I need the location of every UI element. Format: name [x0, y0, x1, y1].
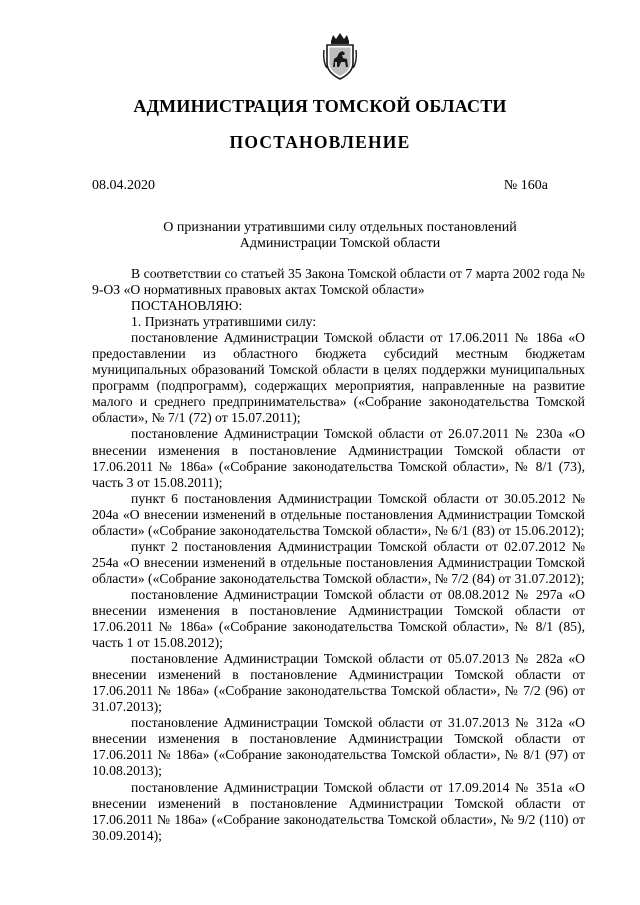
document-subject [140, 220, 540, 252]
repealed-act-item: пункт 6 постановления Администрации Томской области от 30.05.2012 № 204а «О внесении изменений в отдельные постановления Администрации Томской области» («Собрание законодательства Томской области», № 6/1 (83) от 15.06.2012); [92, 490, 585, 538]
repealed-act-item: постановление Администрации Томской области от 05.07.2013 № 282а «О внесении изменений в постановление Администрации Томской области от 17.06.2011 № 186а» («Собрание законодательства Томской области», № 7/2 (96) от 31.07.2013); [92, 651, 585, 715]
repealed-act-item: постановление Администрации Томской области от 26.07.2011 № 230а «О внесении изменения в постановление Администрации Томской области от 17.06.2011 № 186а» («Собрание законодательства Томской области», № 8/1 (73), часть 3 от 15.08.2011); [92, 426, 585, 490]
document-type: ПОСТАНОВЛЕНИЕ [229, 132, 411, 152]
repealed-act-item: пункт 2 постановления Администрации Томской области от 02.07.2012 № 254а «О внесении изменений в отдельные постановления Администрации Томской области» («Собрание законодательства Томской области», № 7/2 (84) от 31.07.2012); [92, 538, 585, 586]
document-date: 08.04.2020 [92, 178, 155, 193]
repealed-act-item: постановление Администрации Томской области от 17.06.2011 № 186а «О предоставлении из областного бюджета субсидий местным бюджетам муниципальных образований Томской области в целях поддержки муниципальных программ (подпрограмм), содержащих мероприятия, направленные на развитие малого и среднего предпринимательства» («Собрание законодательства Томской области», № 7/1 (72) от 15.07.2011); [92, 330, 585, 426]
document-number: № 160а [503, 178, 548, 193]
organization-title: АДМИНИСТРАЦИЯ ТОМСКОЙ ОБЛАСТИ [133, 96, 507, 116]
paragraph-resolve: ПОСТАНОВЛЯЮ: [131, 298, 243, 314]
paragraph-clause-1: 1. Признать утратившими силу: [131, 314, 317, 330]
subject-line: О признании утратившими силу отдельных постановлений [163, 220, 517, 235]
subject-line: Администрации Томской области [239, 236, 441, 251]
coat-of-arms-icon [322, 32, 358, 80]
paragraph-preamble: В соответствии со статьей 35 Закона Томской области от 7 марта 2002 года № 9-ОЗ «О нормативных правовых актах Томской области» [92, 266, 585, 298]
repealed-act-item: постановление Администрации Томской области от 08.08.2012 № 297а «О внесении изменения в постановление Администрации Томской области от 17.06.2011 № 186а» («Собрание законодательства Томской области», № 8/1 (85), часть 1 от 15.08.2012); [92, 586, 585, 651]
repealed-act-item: постановление Администрации Томской области от 31.07.2013 № 312а «О внесении изменения в постановление Администрации Томской области от 17.06.2011 № 186а» («Собрание законодательства Томской области», № 8/1 (97) от 10.08.2013); [92, 715, 585, 779]
repealed-act-item: постановление Администрации Томской области от 17.09.2014 № 351а «О внесении изменений в постановление Администрации Томской области от 17.06.2011 № 186а» («Собрание законодательства Томской области», № 9/2 (110) от 30.09.2014); [92, 779, 585, 843]
document-body [92, 266, 585, 844]
